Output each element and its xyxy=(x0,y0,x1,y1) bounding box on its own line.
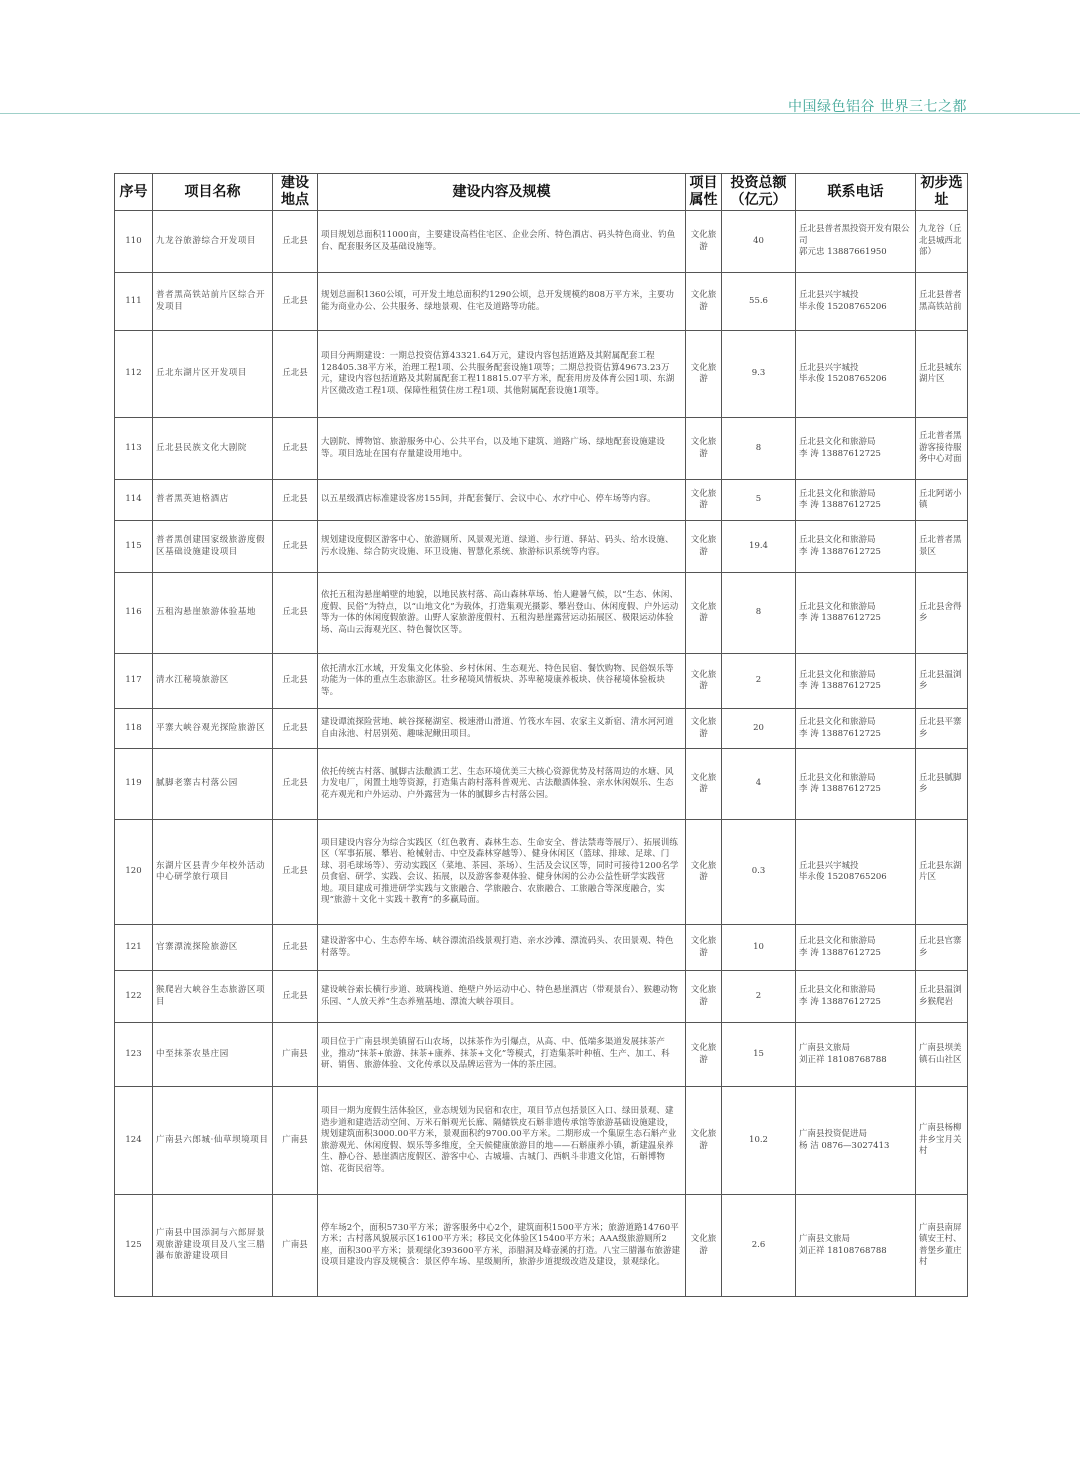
cell-invest: 8 xyxy=(722,573,796,654)
cell-content: 以五星级酒店标准建设客房155间，并配套餐厅、会议中心、水疗中心、停车场等内容。 xyxy=(318,480,686,521)
cell-name: 中至抹茶农垦庄园 xyxy=(153,1023,273,1087)
cell-attr: 文化旅游 xyxy=(686,573,722,654)
cell-content: 项目位于广南县坝美镇留石山农场，以抹茶作为引爆点，从高、中、低端多渠道发展抹茶产业，推动“抹茶+旅游、抹茶+康养、抹茶+文化”等模式，打造集茶叶种植、生产、加工、科研、销售、旅游体验、文化传承以及品牌运营为一体的茶庄园。 xyxy=(318,1023,686,1087)
col-header-invest: 投资总额（亿元） xyxy=(722,174,796,211)
cell-content: 建设游客中心、生态停车场、峡谷漂流沿线景观打造、亲水沙滩、漂流码头、农田景观、特色村落等。 xyxy=(318,925,686,971)
cell-attr: 文化旅游 xyxy=(686,521,722,573)
cell-no: 125 xyxy=(115,1195,153,1297)
cell-contact: 广南县文旅局 刘正祥 18108768788 xyxy=(796,1195,916,1297)
cell-attr: 文化旅游 xyxy=(686,820,722,925)
col-header-attr: 项目属性 xyxy=(686,174,722,211)
cell-invest: 10 xyxy=(722,925,796,971)
cell-place: 丘北县 xyxy=(273,749,318,820)
table-header xyxy=(115,174,968,211)
cell-attr: 文化旅游 xyxy=(686,480,722,521)
cell-location: 丘北县官寨乡 xyxy=(916,925,968,971)
cell-attr: 文化旅游 xyxy=(686,709,722,749)
table-row xyxy=(115,273,968,331)
cell-no: 124 xyxy=(115,1087,153,1195)
cell-invest: 2 xyxy=(722,654,796,709)
table-row xyxy=(115,573,968,654)
cell-invest: 9.3 xyxy=(722,331,796,418)
col-header-location: 初步选址 xyxy=(916,174,968,211)
cell-name: 平寨大峡谷观光探险旅游区 xyxy=(153,709,273,749)
cell-invest: 5 xyxy=(722,480,796,521)
cell-no: 123 xyxy=(115,1023,153,1087)
cell-place: 广南县 xyxy=(273,1087,318,1195)
cell-contact: 丘北县兴宇城投 毕永俊 15208765206 xyxy=(796,273,916,331)
cell-content: 项目规划总面积11000亩，主要建设高档住宅区、企业会所、特色酒店、码头特色商业、钓鱼台、配套服务区及基础设施等。 xyxy=(318,211,686,273)
cell-content: 大剧院、博物馆、旅游服务中心、公共平台，以及地下建筑、道路广场、绿地配套设施建设等。项目选址在国有存量建设用地中。 xyxy=(318,418,686,480)
col-header-name: 项目名称 xyxy=(153,174,273,211)
cell-name: 东湖片区县青少年校外活动中心研学旅行项目 xyxy=(153,820,273,925)
cell-name: 广南县中国添洞与六郎屏景观旅游建设项目及八宝三腊瀑布旅游建设项目 xyxy=(153,1195,273,1297)
cell-location: 丘北县温浏乡 xyxy=(916,654,968,709)
cell-location: 丘北阿诺小镇 xyxy=(916,480,968,521)
cell-contact: 丘北县兴宇城投 毕永俊 15208765206 xyxy=(796,820,916,925)
cell-no: 117 xyxy=(115,654,153,709)
cell-invest: 19.4 xyxy=(722,521,796,573)
cell-place: 丘北县 xyxy=(273,211,318,273)
cell-attr: 文化旅游 xyxy=(686,1023,722,1087)
cell-no: 120 xyxy=(115,820,153,925)
cell-location: 丘北县腻脚乡 xyxy=(916,749,968,820)
table-row xyxy=(115,654,968,709)
cell-location: 丘北县平寨乡 xyxy=(916,709,968,749)
col-header-no: 序号 xyxy=(115,174,153,211)
cell-contact: 丘北县文化和旅游局 李 涛 13887612725 xyxy=(796,521,916,573)
cell-no: 121 xyxy=(115,925,153,971)
cell-contact: 广南县投资促进局 杨 洁 0876—3027413 xyxy=(796,1087,916,1195)
cell-contact: 丘北县文化和旅游局 李 涛 13887612725 xyxy=(796,749,916,820)
cell-location: 丘北普者黑景区 xyxy=(916,521,968,573)
cell-invest: 55.6 xyxy=(722,273,796,331)
table-row xyxy=(115,709,968,749)
cell-content: 规划总面积1360公顷，可开发土地总面积约1290公顷，总开发规模约808万平方米，主要功能为商业办公、公共服务、绿地景观、住宅及道路等功能。 xyxy=(318,273,686,331)
cell-attr: 文化旅游 xyxy=(686,654,722,709)
cell-content: 项目一期为度假生活体验区，业态规划为民宿和农庄，项目节点包括景区入口、绿田景观、建造步道和建造活动空间、万米石斛观光长廊、隔储铁皮石斛非遗传承馆等旅游基础设施建设，规划建筑面积3000.00平方米，景观面积约9700.00平方米。二期形成一个集原生态石斛产业旅游观光、休闲度假、娱乐等多维度，全天候健康旅游目的地——石斛康养小镇，新建温泉养生、静心谷、悬崖酒店度假区、游客中心、古城墙、古城门、西帆斗非遗文化馆，石斛博物馆、花街民宿等。 xyxy=(318,1087,686,1195)
cell-no: 110 xyxy=(115,211,153,273)
cell-invest: 15 xyxy=(722,1023,796,1087)
cell-content: 项目分两期建设：一期总投资估算43321.64万元，建设内容包括道路及其附属配套工程128405.38平方米，治理工程1项、公共服务配套设施1项等；二期总投资估算49673.23万元，建设内容包括道路及其附属配套工程118815.07平方米，配套用房及体育公园1项、东湖片区微改造工程1项、保障性租赁住房工程1项、其他附属配套设施1项等。 xyxy=(318,331,686,418)
cell-no: 111 xyxy=(115,273,153,331)
cell-attr: 文化旅游 xyxy=(686,1087,722,1195)
cell-content: 依托传统古村落、腻脚古法酿酒工艺、生态环境优美三大核心资源优势及村落周边的水塘、风力发电厂，闲置土地等资源，打造集古韵村落科普观光、古法酿酒体验、亲水休闲娱乐、生态花卉观光和户外运动、户外露营为一体的腻脚乡古村落公园。 xyxy=(318,749,686,820)
cell-location: 广南县杨柳井乡宝月关村 xyxy=(916,1087,968,1195)
cell-name: 官寨漂流探险旅游区 xyxy=(153,925,273,971)
cell-name: 丘北县民族文化大剧院 xyxy=(153,418,273,480)
cell-no: 112 xyxy=(115,331,153,418)
cell-no: 115 xyxy=(115,521,153,573)
cell-location: 丘北县城东湖片区 xyxy=(916,331,968,418)
cell-contact: 丘北县文化和旅游局 李 涛 13887612725 xyxy=(796,573,916,654)
cell-invest: 20 xyxy=(722,709,796,749)
table-row xyxy=(115,1087,968,1195)
cell-place: 丘北县 xyxy=(273,521,318,573)
cell-name: 丘北东湖片区开发项目 xyxy=(153,331,273,418)
col-header-content: 建设内容及规模 xyxy=(318,174,686,211)
cell-content: 依托清水江水域，开发集文化体验、乡村休闲、生态观光、特色民宿、餐饮购物、民俗娱乐等功能为一体的重点生态旅游区。壮乡秘境风情板块、苏卑秘境康养板块、侠谷秘境体验板块等。 xyxy=(318,654,686,709)
cell-contact: 丘北县文化和旅游局 李 涛 13887612725 xyxy=(796,418,916,480)
table-row xyxy=(115,211,968,273)
cell-place: 丘北县 xyxy=(273,925,318,971)
cell-place: 丘北县 xyxy=(273,971,318,1023)
cell-name: 猴爬岩大峡谷生态旅游区项目 xyxy=(153,971,273,1023)
col-header-place: 建设地点 xyxy=(273,174,318,211)
cell-place: 丘北县 xyxy=(273,820,318,925)
cell-invest: 0.3 xyxy=(722,820,796,925)
cell-attr: 文化旅游 xyxy=(686,211,722,273)
cell-contact: 丘北县文化和旅游局 李 涛 13887612725 xyxy=(796,925,916,971)
cell-location: 丘北县温浏乡猴爬岩 xyxy=(916,971,968,1023)
cell-contact: 丘北县兴宇城投 毕永俊 15208765206 xyxy=(796,331,916,418)
cell-no: 113 xyxy=(115,418,153,480)
cell-content: 建设峡谷索长横行步道、玻璃栈道、绝壁户外运动中心、特色悬崖酒店（带观景台）、猴趣动物乐园、“人放天养”生态养殖基地、漂流大峡谷项目。 xyxy=(318,971,686,1023)
cell-no: 119 xyxy=(115,749,153,820)
cell-location: 丘北县东湖片区 xyxy=(916,820,968,925)
cell-attr: 文化旅游 xyxy=(686,331,722,418)
cell-attr: 文化旅游 xyxy=(686,971,722,1023)
cell-invest: 2.6 xyxy=(722,1195,796,1297)
cell-name: 普者黑高铁站前片区综合开发项目 xyxy=(153,273,273,331)
cell-name: 五租沟悬崖旅游体验基地 xyxy=(153,573,273,654)
cell-attr: 文化旅游 xyxy=(686,749,722,820)
cell-contact: 丘北县文化和旅游局 李 涛 13887612725 xyxy=(796,709,916,749)
cell-place: 丘北县 xyxy=(273,418,318,480)
cell-location: 丘北县普者黑高铁站前 xyxy=(916,273,968,331)
cell-name: 九龙谷旅游综合开发项目 xyxy=(153,211,273,273)
cell-attr: 文化旅游 xyxy=(686,925,722,971)
table-row xyxy=(115,971,968,1023)
table-row xyxy=(115,925,968,971)
cell-attr: 文化旅游 xyxy=(686,418,722,480)
projects-table xyxy=(114,173,968,1297)
cell-location: 丘北普者黑游客接待服务中心对面 xyxy=(916,418,968,480)
cell-location: 广南县坝美镇石山社区 xyxy=(916,1023,968,1087)
cell-place: 广南县 xyxy=(273,1023,318,1087)
cell-no: 114 xyxy=(115,480,153,521)
table-row xyxy=(115,749,968,820)
cell-name: 普者黑英迪格酒店 xyxy=(153,480,273,521)
cell-content: 停车场2个，面积5730平方米；游客服务中心2个，建筑面积1500平方米；旅游道路14760平方米；古村落风貌展示区16100平方米；移民文化体验区15400平方米；AAA级旅游厕所2座，面积300平方米；景观绿化393600平方米，添腊洞及峰壶溪的打造。八宝三腊瀑布旅游建设项目建设内容及规模含：景区停车场、星级厕所，旅游步道提级改造及建设，景观绿化。 xyxy=(318,1195,686,1297)
cell-place: 丘北县 xyxy=(273,709,318,749)
cell-name: 普者黑创建国家级旅游度假区基础设施建设项目 xyxy=(153,521,273,573)
cell-contact: 丘北县文化和旅游局 李 涛 13887612725 xyxy=(796,480,916,521)
cell-place: 丘北县 xyxy=(273,654,318,709)
table-row xyxy=(115,521,968,573)
cell-place: 丘北县 xyxy=(273,573,318,654)
cell-attr: 文化旅游 xyxy=(686,1195,722,1297)
cell-location: 丘北县舍得乡 xyxy=(916,573,968,654)
table-row xyxy=(115,480,968,521)
col-header-contact: 联系电话 xyxy=(796,174,916,211)
cell-no: 116 xyxy=(115,573,153,654)
cell-contact: 丘北县普者黑投资开发有限公司 郭元忠 13887661950 xyxy=(796,211,916,273)
cell-no: 118 xyxy=(115,709,153,749)
cell-contact: 丘北县文化和旅游局 李 涛 13887612725 xyxy=(796,971,916,1023)
table-row xyxy=(115,820,968,925)
table-row xyxy=(115,1195,968,1297)
cell-invest: 2 xyxy=(722,971,796,1023)
cell-name: 广南县六郎城·仙草坝境项目 xyxy=(153,1087,273,1195)
cell-no: 122 xyxy=(115,971,153,1023)
cell-invest: 40 xyxy=(722,211,796,273)
cell-place: 丘北县 xyxy=(273,480,318,521)
cell-name: 清水江秘境旅游区 xyxy=(153,654,273,709)
cell-invest: 4 xyxy=(722,749,796,820)
cell-invest: 8 xyxy=(722,418,796,480)
table-row xyxy=(115,418,968,480)
cell-name: 腻脚老寨古村落公园 xyxy=(153,749,273,820)
cell-content: 规划建设度假区游客中心、旅游厕所、风景观光道、绿道、步行道、驿站、码头、给水设施、污水设施、综合防灾设施、环卫设施、智慧化系统、旅游标识系统等内容。 xyxy=(318,521,686,573)
cell-content: 项目建设内容分为综合实践区（红色教育、森林生态、生命安全、普法禁毒等展厅）、拓展训练区（军事拓展、攀岩、枪械射击、中空及森林穿越等）、健身休闲区（篮球、排球、足球、门球、羽毛球场等）、劳动实践区（菜地、茶园、茶场）、生活及会议区等，同时可接待1200名学员食宿、研学、实践、会议、拓展，以及游客参观体验、健身休闲的公办公益性研学实践营地。项目建成可推进研学实践与文旅融合、学旅融合、农旅融合、工旅融合等深度融合，实现“旅游＋文化＋实践＋教育”的多赢局面。 xyxy=(318,820,686,925)
cell-place: 丘北县 xyxy=(273,331,318,418)
cell-place: 广南县 xyxy=(273,1195,318,1297)
table-row xyxy=(115,331,968,418)
cell-content: 依托五租沟悬崖峭壁的地貌，以地民族村落、高山森林草场、怡人避暑气候，以“生态、休闲、度假、民俗”为特点，以“山地文化”为载体，打造集观光摄影、攀岩登山、休闲度假、户外运动等为一体的休闲度假旅游。山野人家旅游度假村、五租沟悬崖露营运动拓展区、极限运动体验场、高山云海观光区、特色餐饮区等。 xyxy=(318,573,686,654)
cell-location: 九龙谷（丘北县城西北部） xyxy=(916,211,968,273)
table-row xyxy=(115,1023,968,1087)
cell-contact: 广南县文旅局 刘正祥 18108768788 xyxy=(796,1023,916,1087)
cell-attr: 文化旅游 xyxy=(686,273,722,331)
cell-contact: 丘北县文化和旅游局 李 涛 13887612725 xyxy=(796,654,916,709)
cell-location: 广南县南屏镇安王村、普堡乡董庄村 xyxy=(916,1195,968,1297)
cell-invest: 10.2 xyxy=(722,1087,796,1195)
header-slogan: 中国绿色铝谷 世界三七之都 xyxy=(788,99,967,115)
cell-place: 丘北县 xyxy=(273,273,318,331)
cell-content: 建设谭流探险营地、峡谷探秘湖室、极速滑山滑道、竹筏水车园、农家主义新宿、清水河河道自由泳池、村居别苑、趣味泥鳅田项目。 xyxy=(318,709,686,749)
